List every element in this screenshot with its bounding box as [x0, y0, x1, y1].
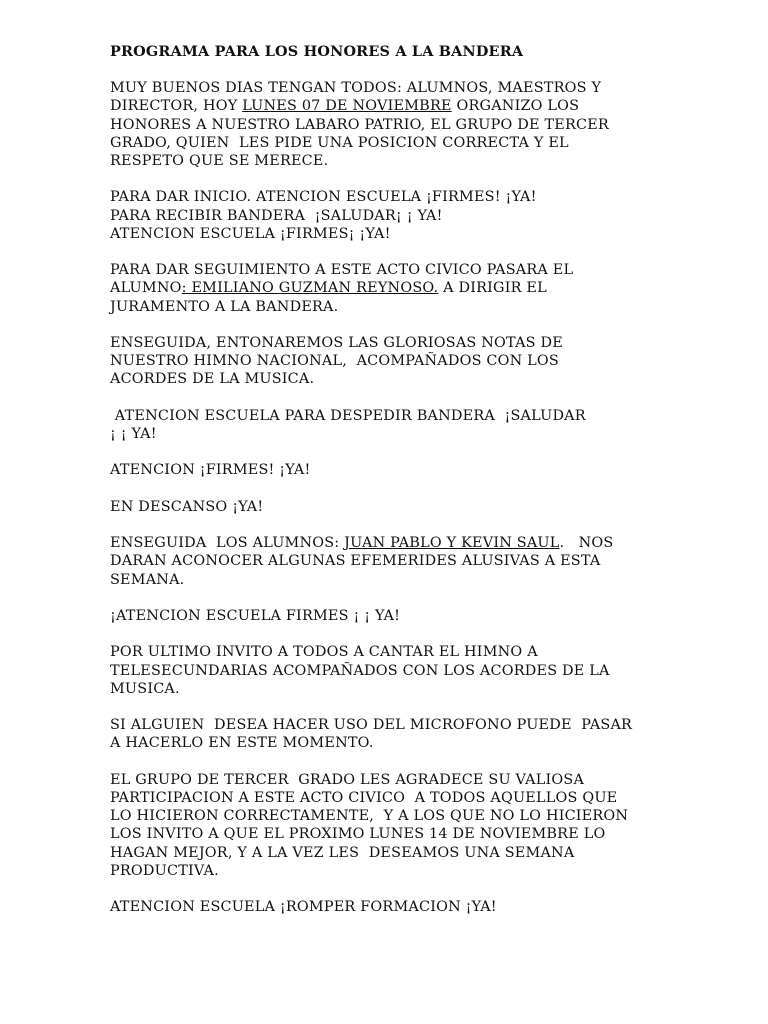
- text-line: PARTICIPACION A ESTE ACTO CIVICO A TODOS AQUELLOS QUE: [110, 789, 618, 806]
- text-line: PRODUCTIVA.: [110, 862, 219, 879]
- text-line: SI ALGUIEN DESEA HACER USO DEL MICROFONO PUEDE PASAR: [110, 717, 633, 734]
- text-segment: DIRECTOR, HOY: [110, 98, 243, 115]
- text-line: EL GRUPO DE TERCER GRADO LES AGRADECE SU VALIOSA: [110, 771, 585, 788]
- text-line: LO HICIERON CORRECTAMENTE, Y A LOS QUE NO LO HICIERON: [110, 808, 629, 825]
- text-line: ¡ ¡ YA!: [110, 426, 157, 442]
- text-line: PARA DAR INICIO. ATENCION ESCUELA ¡FIRMES! ¡YA!: [110, 189, 537, 206]
- text-line: EN DESCANSO ¡YA!: [110, 498, 264, 515]
- document-body: [110, 43, 730, 935]
- text-line: A HACERLO EN ESTE MOMENTO.: [110, 735, 374, 752]
- paragraph-dismiss: [110, 898, 730, 916]
- text-line: PARA RECIBIR BANDERA ¡SALUDAR¡ ¡ YA!: [110, 207, 443, 224]
- students-names-underlined: JUAN PABLO Y KEVIN SAUL: [344, 535, 560, 552]
- paragraph-thanks: [110, 771, 730, 880]
- text-line: TELESECUNDARIAS ACOMPAÑADOS CON LOS ACORDES DE LA: [110, 662, 610, 679]
- text-line: ATENCION ESCUELA PARA DESPEDIR BANDERA ¡SALUDAR: [110, 407, 586, 424]
- text-line: POR ULTIMO INVITO A TODOS A CANTAR EL HIMNO A: [110, 644, 538, 661]
- paragraph-oath: [110, 261, 730, 316]
- student-name-underlined: : EMILIANO GUZMAN REYNOSO.: [181, 280, 439, 297]
- paragraph-hymn: [110, 643, 730, 698]
- text-line: [110, 279, 730, 297]
- text-line: LOS INVITO A QUE EL PROXIMO LUNES 14 DE NOVIEMBRE LO: [110, 826, 606, 843]
- text-line: HONORES A NUESTRO LABARO PATRIO, EL GRUPO DE TERCER: [110, 116, 609, 133]
- text-line: RESPETO QUE SE MERECE.: [110, 153, 329, 170]
- paragraph-farewell-flag: [110, 407, 730, 443]
- date-underlined: LUNES 07 DE NOVIEMBRE: [242, 98, 452, 115]
- text-line: ACORDES DE LA MUSICA.: [110, 371, 315, 388]
- text-line: ATENCION ¡FIRMES! ¡YA!: [110, 462, 311, 479]
- text-line: GRADO, QUIEN LES PIDE UNA POSICION CORRECTA Y EL: [110, 134, 569, 151]
- paragraph-rest: [110, 498, 730, 516]
- text-segment: . NOS: [559, 535, 614, 552]
- text-line: [110, 534, 730, 552]
- paragraph-start: [110, 188, 730, 243]
- text-line: ENSEGUIDA, ENTONAREMOS LAS GLORIOSAS NOTAS DE: [110, 335, 563, 351]
- document-title: PROGRAMA PARA LOS HONORES A LA BANDERA: [110, 43, 524, 60]
- text-segment: A DIRIGIR EL: [438, 280, 547, 297]
- paragraph-anthem: [110, 334, 730, 389]
- paragraph-ephemerides: [110, 534, 730, 589]
- text-line: HAGAN MEJOR, Y A LA VEZ LES DESEAMOS UNA SEMANA: [110, 844, 575, 861]
- text-segment: ORGANIZO LOS: [451, 98, 580, 115]
- text-line: ATENCION ESCUELA ¡FIRMES¡ ¡YA!: [110, 225, 391, 242]
- text-line: ¡ATENCION ESCUELA FIRMES ¡ ¡ YA!: [110, 607, 401, 624]
- text-line: PARA DAR SEGUIMIENTO A ESTE ACTO CIVICO PASARA EL: [110, 262, 574, 279]
- text-line: JURAMENTO A LA BANDERA.: [110, 298, 339, 315]
- text-segment: ENSEGUIDA LOS ALUMNOS:: [110, 535, 345, 552]
- paragraph-greeting: [110, 79, 730, 170]
- text-line: NUESTRO HIMNO NACIONAL, ACOMPAÑADOS CON LOS: [110, 353, 559, 370]
- text-line: ATENCION ESCUELA ¡ROMPER FORMACION ¡YA!: [110, 899, 497, 916]
- text-line: MUSICA.: [110, 680, 180, 697]
- paragraph-microphone: [110, 716, 730, 752]
- paragraph-attention-firm: [110, 607, 730, 625]
- text-line: [110, 97, 730, 115]
- text-segment: ALUMNO: [110, 280, 182, 297]
- text-line: DARAN ACONOCER ALGUNAS EFEMERIDES ALUSIVAS A ESTA: [110, 553, 601, 570]
- text-line: SEMANA.: [110, 571, 185, 588]
- text-line: MUY BUENOS DIAS TENGAN TODOS: ALUMNOS, MAESTROS Y: [110, 80, 602, 97]
- paragraph-attention: [110, 461, 730, 479]
